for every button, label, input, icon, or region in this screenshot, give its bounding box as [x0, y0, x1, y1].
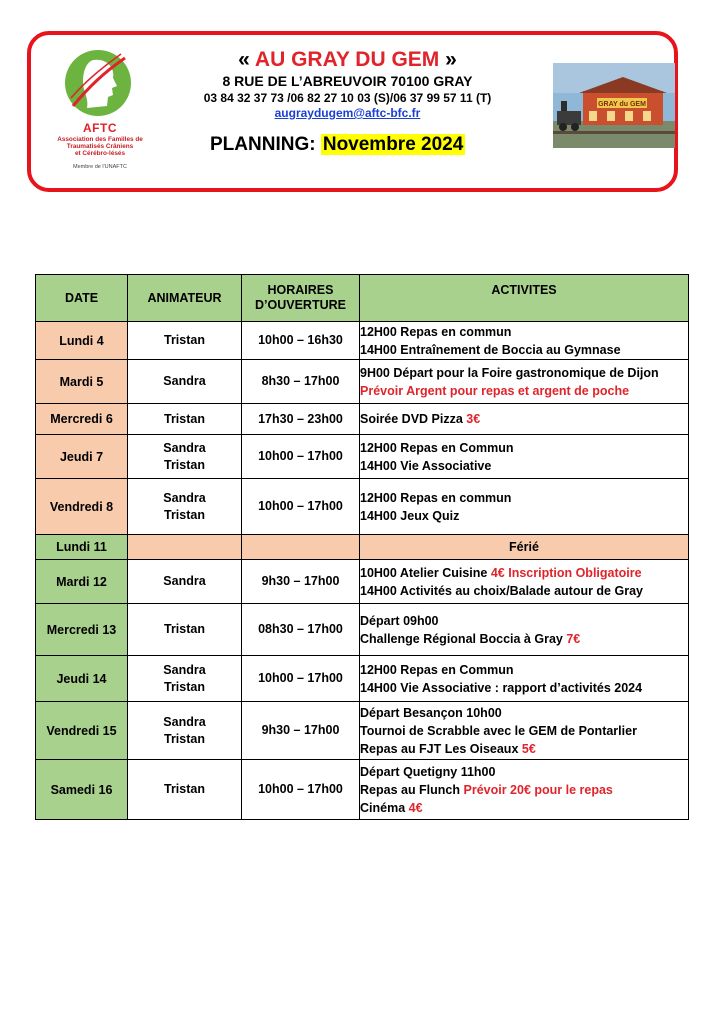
cell-animateur [128, 702, 242, 760]
activity-text: 14H00 Vie Associative [360, 458, 492, 473]
activity-text: 14H00 Vie Associative : rapport d’activités 2024 [360, 680, 643, 695]
header-activites: ACTIVITES [360, 275, 689, 322]
head-profile-emblem-icon [63, 48, 133, 118]
logo-subtitle-line: Traumatisés Crâniens [66, 143, 134, 150]
cell-activites [360, 560, 689, 604]
activity-line [360, 799, 688, 817]
cell-animateur [128, 404, 242, 435]
cell-horaires: 9h30 – 17h00 [242, 702, 360, 760]
planning-heading [210, 134, 465, 156]
logo-subtitle-line: Association des Familles de [57, 136, 143, 143]
cell-horaires: 10h00 – 17h00 [242, 656, 360, 702]
cell-animateur [128, 322, 242, 360]
planning-month: Novembre 2024 [322, 134, 464, 155]
cell-animateur [128, 760, 242, 820]
table-row [36, 560, 689, 604]
cell-activites [360, 702, 689, 760]
planning-label: PLANNING: [210, 134, 316, 155]
table-row [36, 760, 689, 820]
header-date: DATE [36, 275, 128, 322]
animateur-name: Sandra [163, 662, 206, 677]
cell-horaires: 10h00 – 17h00 [242, 760, 360, 820]
activity-text: Tournoi de Scrabble avec le GEM de Pontarlier [360, 723, 637, 738]
activity-text: Cinéma [360, 800, 409, 815]
cell-animateur [128, 604, 242, 656]
activity-text: Départ Besançon 10h00 [360, 705, 502, 720]
header-horaires-line: HORAIRES [267, 283, 334, 297]
activity-line [360, 582, 688, 600]
activity-text: 14H00 Activités au choix/Balade autour de Gray [360, 583, 643, 598]
activity-highlight: Prévoir Argent pour repas et argent de poche [360, 383, 630, 398]
activity-line [360, 364, 688, 382]
table-row [36, 435, 689, 479]
activity-line [360, 564, 688, 582]
cell-date: Lundi 11 [36, 535, 128, 560]
activity-text: Soirée DVD Pizza [360, 412, 467, 426]
cell-activites [360, 404, 689, 435]
cell-date: Jeudi 14 [36, 656, 128, 702]
activity-line [360, 489, 688, 507]
animateur-name: Sandra [163, 374, 206, 388]
quote-open: « [238, 48, 250, 71]
phone-numbers: 03 84 32 37 73 /06 82 27 10 03 (S)/06 37 99 57 11 (T) [203, 91, 492, 105]
cell-date: Vendredi 15 [36, 702, 128, 760]
email-link[interactable]: augraydugem@aftc-bfc.fr [274, 106, 421, 120]
animateur-name: Sandra [163, 574, 206, 588]
cell-activites [360, 604, 689, 656]
logo-member-text: Membre de l'UNAFTC [73, 164, 127, 170]
activity-highlight: 3€ [466, 412, 481, 426]
activity-text: 12H00 Repas en commun [360, 490, 512, 505]
animateur-name: Tristan [164, 507, 205, 522]
cell-date: Mardi 5 [36, 360, 128, 404]
animateur-name: Tristan [164, 457, 205, 472]
cell-horaires: 10h00 – 17h00 [242, 435, 360, 479]
table-row [36, 479, 689, 535]
activity-line [360, 740, 688, 758]
activity-text: 14H00 Jeux Quiz [360, 508, 460, 523]
cell-date: Mercredi 13 [36, 604, 128, 656]
cell-animateur [128, 360, 242, 404]
activity-line [360, 661, 688, 679]
activity-line [360, 323, 688, 341]
activity-line [360, 630, 688, 648]
animateur-name: Tristan [164, 333, 205, 347]
cell-activites [360, 435, 689, 479]
activity-highlight: 7€ [566, 631, 581, 646]
cell-horaires: 10h00 – 17h00 [242, 479, 360, 535]
activity-text: 12H00 Repas en Commun [360, 440, 514, 455]
activity-line [360, 341, 688, 359]
title-text: AU GRAY DU GEM [254, 48, 440, 71]
activity-line [360, 457, 688, 475]
activity-line [360, 679, 688, 697]
table-row [36, 360, 689, 404]
animateur-name: Sandra [163, 714, 206, 729]
table-row [36, 322, 689, 360]
activity-text: 14H00 Entraînement de Boccia au Gymnase [360, 342, 621, 357]
cell-activites [360, 322, 689, 360]
cell-activites [360, 656, 689, 702]
cell-activites [360, 360, 689, 404]
activity-line [360, 612, 688, 630]
cell-activites [360, 760, 689, 820]
table-row [36, 535, 689, 560]
planning-table [35, 274, 689, 820]
animateur-name: Tristan [164, 622, 205, 636]
activity-text: 9H00 Départ pour la Foire gastronomique de Dijon [360, 365, 659, 380]
gem-building-picture [553, 63, 675, 148]
cell-horaires: 17h30 – 23h00 [242, 404, 360, 435]
table-row [36, 702, 689, 760]
animateur-name: Tristan [164, 731, 205, 746]
logo-name: AFTC [83, 121, 117, 135]
cell-animateur [128, 479, 242, 535]
cell-date: Mercredi 6 [36, 404, 128, 435]
activity-text: Challenge Régional Boccia à Gray [360, 631, 567, 646]
aftc-logo [45, 48, 155, 178]
activity-text: Repas au Flunch [360, 782, 464, 797]
activity-highlight: 4€ Inscription Obligatoire [490, 565, 642, 580]
cell-horaires: 9h30 – 17h00 [242, 560, 360, 604]
activity-highlight: Prévoir 20€ pour le repas [463, 782, 613, 797]
cell-date: Mardi 12 [36, 560, 128, 604]
animateur-name: Tristan [164, 411, 205, 426]
activity-text: 12H00 Repas en commun [360, 324, 512, 339]
logo-subtitle-line: et Cérébro-lésés [74, 150, 126, 157]
logo-subtitle [45, 136, 155, 157]
activity-line [360, 507, 688, 525]
cell-empty [242, 535, 360, 560]
activity-text: Départ 09h00 [360, 613, 439, 628]
cell-horaires: 10h00 – 16h30 [242, 322, 360, 360]
cell-animateur [128, 656, 242, 702]
activity-line [360, 781, 688, 799]
cell-empty [128, 535, 242, 560]
cell-date: Vendredi 8 [36, 479, 128, 535]
activity-line [360, 704, 688, 722]
activity-highlight: 4€ [408, 800, 423, 815]
cell-date: Samedi 16 [36, 760, 128, 820]
table-header-row [36, 275, 689, 322]
header-animateur: ANIMATEUR [128, 275, 242, 322]
activity-line [360, 763, 688, 781]
activity-text: Départ Quetigny 11h00 [360, 764, 496, 779]
table-row [36, 604, 689, 656]
table-row [36, 404, 689, 435]
cell-animateur [128, 435, 242, 479]
activity-line [360, 722, 688, 740]
activity-text: 10H00 Atelier Cuisine [360, 565, 491, 580]
activity-line [360, 410, 688, 428]
activity-text: Repas au FJT Les Oiseaux [360, 741, 522, 756]
header-horaires [242, 275, 360, 322]
animateur-name: Tristan [164, 782, 205, 796]
activity-line [360, 382, 688, 400]
page-title [160, 48, 535, 72]
quote-close: » [445, 48, 457, 71]
activity-line [360, 439, 688, 457]
cell-horaires: 8h30 – 17h00 [242, 360, 360, 404]
cell-activites [360, 479, 689, 535]
cell-ferie: Férié [360, 535, 689, 560]
animateur-name: Sandra [163, 440, 206, 455]
animateur-name: Tristan [164, 679, 205, 694]
cell-date: Lundi 4 [36, 322, 128, 360]
table-row [36, 656, 689, 702]
address: 8 RUE DE L’ABREUVOIR 70100 GRAY [222, 73, 473, 89]
header-horaires-line: D’OUVERTURE [255, 298, 346, 312]
animateur-name: Sandra [163, 490, 206, 505]
cell-date: Jeudi 7 [36, 435, 128, 479]
cell-horaires: 08h30 – 17h00 [242, 604, 360, 656]
picture-sign: GRAY du GEM [598, 101, 646, 108]
activity-text: 12H00 Repas en Commun [360, 662, 514, 677]
cell-animateur [128, 560, 242, 604]
activity-highlight: 5€ [521, 741, 536, 756]
